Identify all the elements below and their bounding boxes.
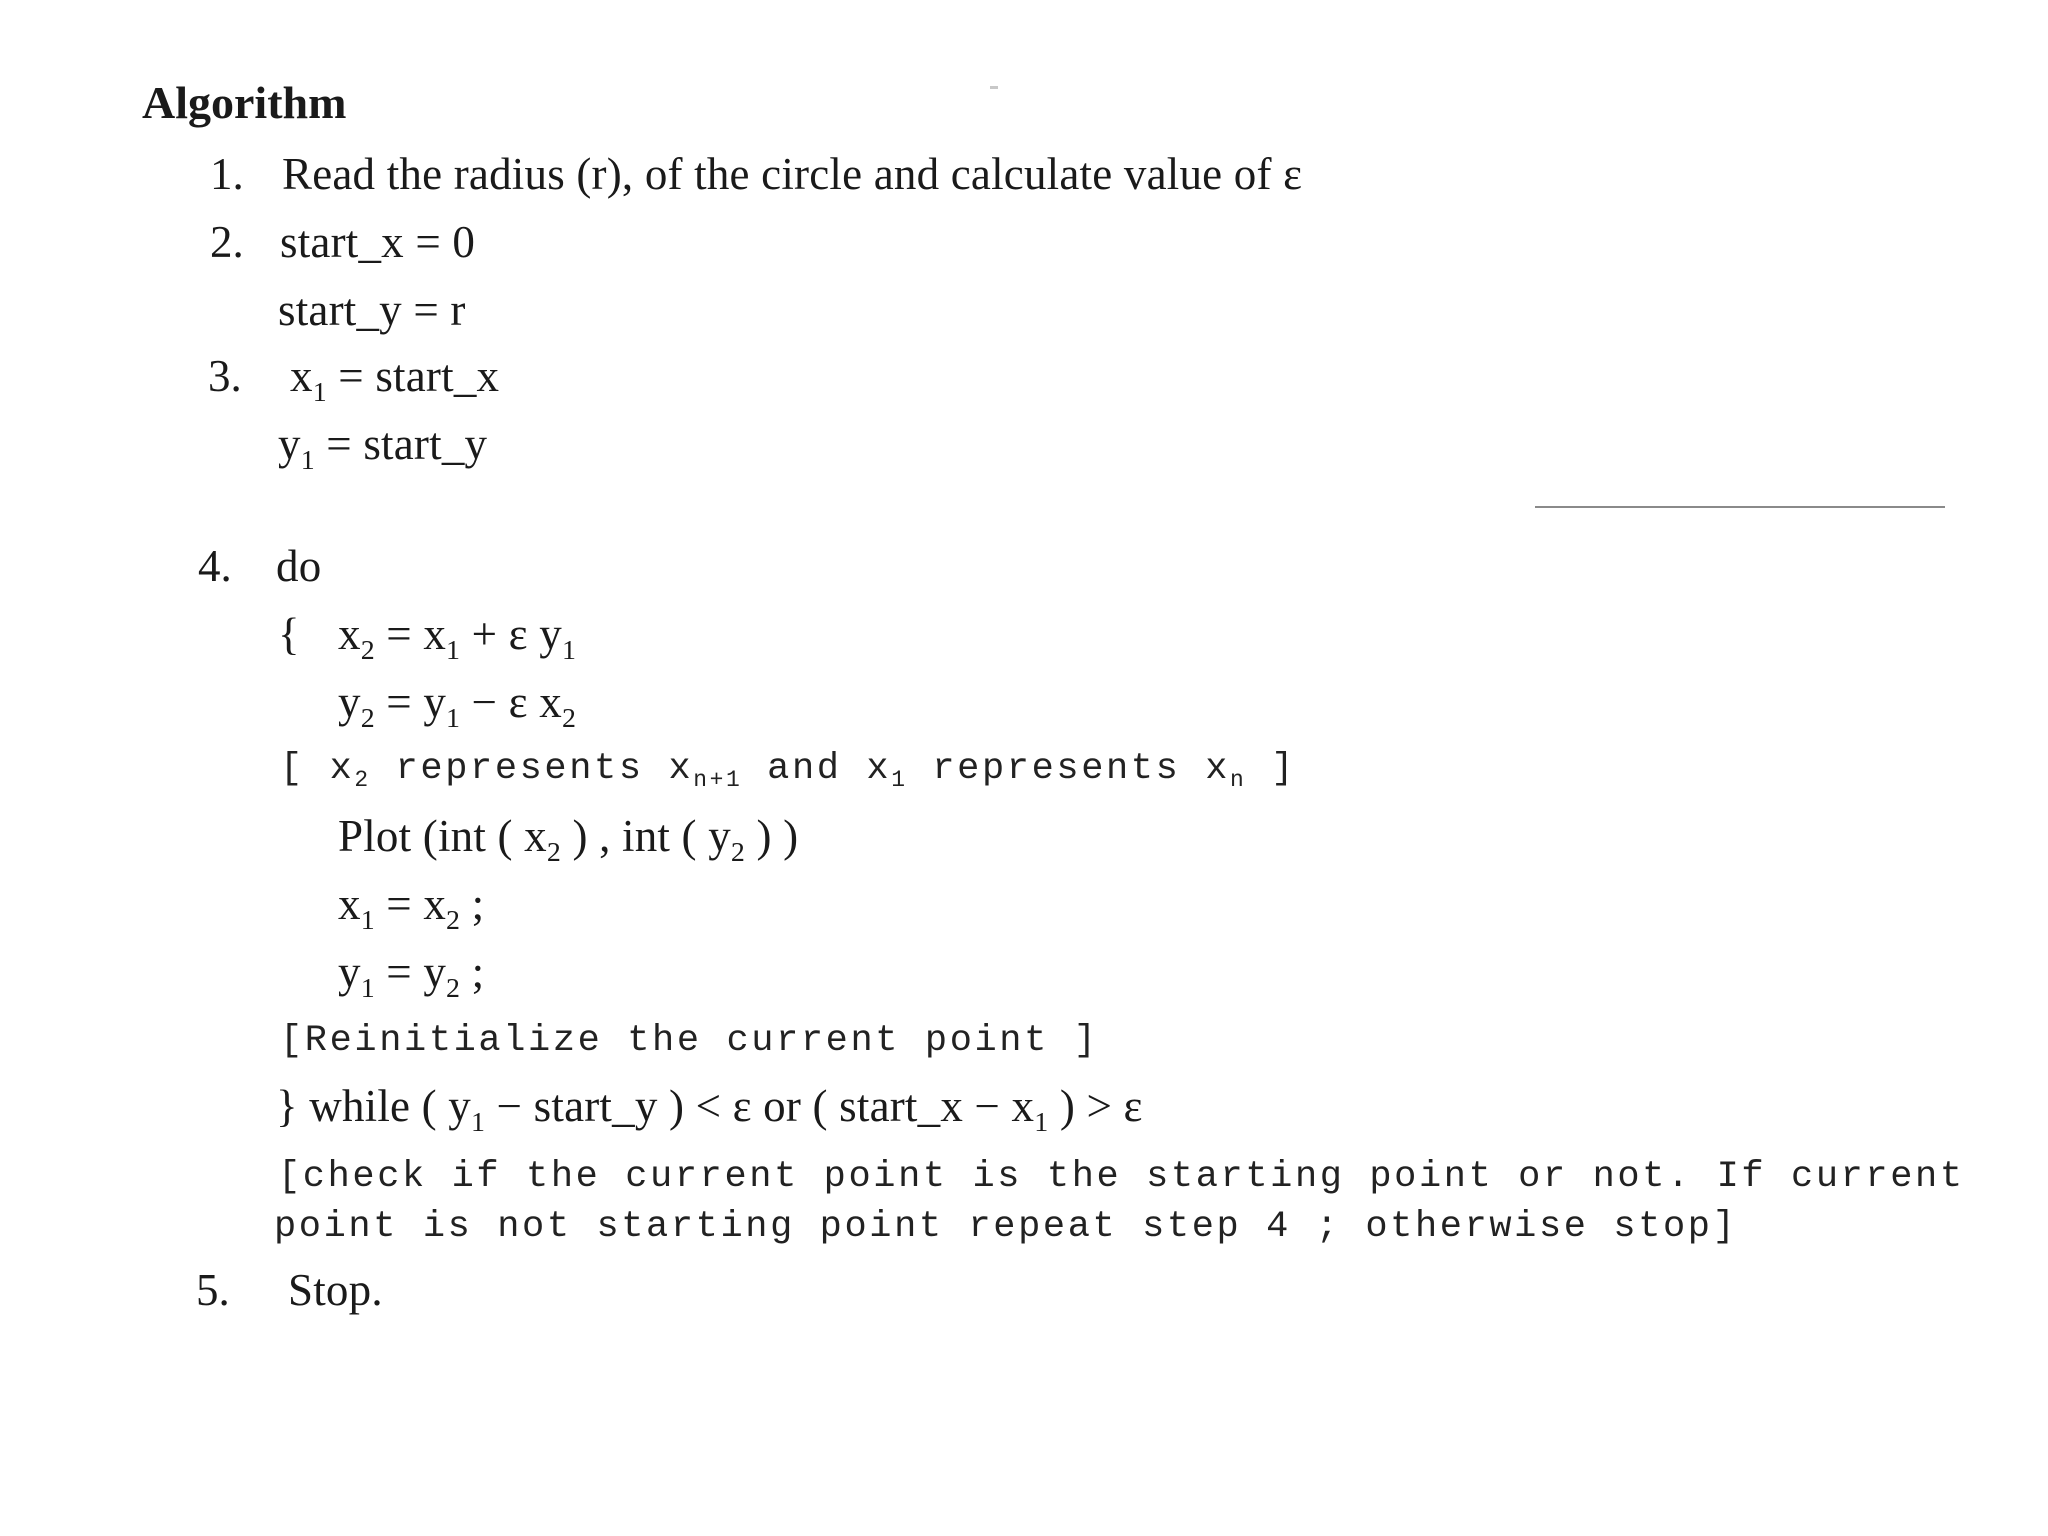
equation-x2: $x_2 = x_1 + \varepsilon$ $y_1$: [338, 609, 577, 666]
step-number-3: 3.: [208, 351, 242, 401]
step-3-x1: $x_1$ = start_x: [290, 351, 500, 408]
while-condition: } while ( $y_1$ − start_y ) < ε or ( start_x − $x_1$ ) > ε: [276, 1081, 1143, 1138]
do-keyword: do: [276, 541, 322, 591]
stop-text: Stop.: [288, 1265, 383, 1315]
comment-check-line-2: point is not starting point repeat step 4 ; otherwise stop]: [274, 1206, 1738, 1248]
comment-check-line-1: [check if the current point is the starting point or not. If current: [278, 1156, 1965, 1198]
step-number-5: 5.: [196, 1265, 230, 1315]
assign-y1: $y_1 = y_2$ ;: [338, 947, 485, 1004]
algorithm-heading: Algorithm: [142, 77, 347, 128]
step-number-2: 2.: [210, 217, 244, 267]
comment-represents: [ $x_2$ represents $x_{n+1}$ and $x_1$ represents $x_n$ ]: [280, 748, 1296, 794]
comment-reinitialize: [Reinitialize the current point ]: [280, 1020, 1099, 1062]
step-2-start-y: start_y = r: [278, 285, 466, 335]
horizontal-rule: [1535, 506, 1945, 508]
open-brace: {: [278, 609, 300, 659]
assign-x1: $x_1 = x_2$ ;: [338, 879, 485, 936]
equation-y2: $y_2 = y_1 - \varepsilon$ $x_2$: [338, 677, 577, 734]
step-number-1: 1.: [210, 149, 244, 199]
step-1-text: Read the radius (r), of the circle and calculate value of ε: [282, 149, 1303, 199]
step-number-4: 4.: [198, 541, 232, 591]
step-3-y1: $y_1$ = start_y: [278, 419, 488, 476]
scan-speck: [990, 86, 998, 89]
plot-statement: Plot (int ( $x_2$ ) , int ( $y_2$ ) ): [338, 811, 799, 868]
step-2-start-x: start_x = 0: [280, 217, 476, 267]
